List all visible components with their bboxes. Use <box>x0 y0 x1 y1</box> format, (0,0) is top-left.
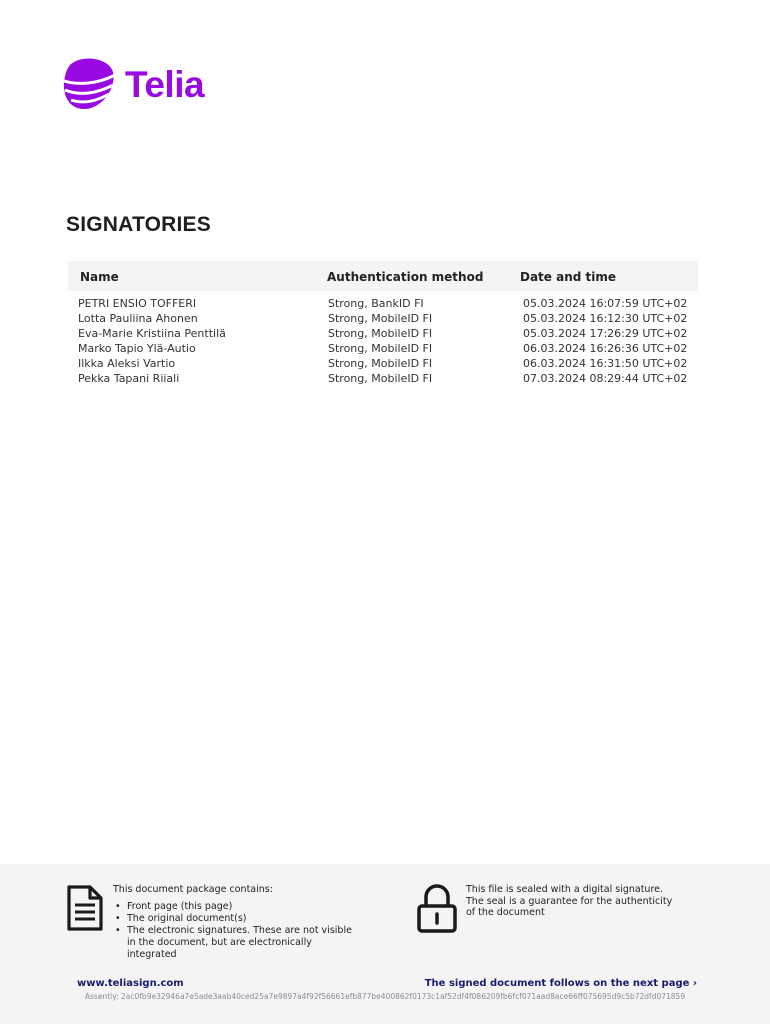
signatory-name: Marko Tapio Ylä-Autio <box>78 342 196 355</box>
table-row <box>78 357 698 372</box>
sign-datetime: 06.03.2024 16:31:50 UTC+02 <box>523 357 688 370</box>
auth-method: Strong, MobileID FI <box>328 312 433 325</box>
signatory-name: Eva-Marie Kristiina Penttilä <box>78 327 226 340</box>
seal-description: This file is sealed with a digital signature. The seal is a guarantee for the authenticity of the document <box>466 884 673 918</box>
sign-datetime: 05.03.2024 16:12:30 UTC+02 <box>523 312 688 325</box>
telia-logo <box>61 56 204 112</box>
table-row <box>78 342 698 357</box>
auth-method: Strong, MobileID FI <box>328 342 433 355</box>
table-header <box>68 261 698 291</box>
auth-method: Strong, MobileID FI <box>328 327 433 340</box>
column-header-date-time: Date and time <box>520 270 617 284</box>
auth-method: Strong, MobileID FI <box>328 357 433 370</box>
brand-name: Telia <box>125 63 205 105</box>
table-row <box>78 297 698 312</box>
website-link[interactable]: www.teliasign.com <box>77 978 184 989</box>
table-row <box>78 372 698 387</box>
document-icon <box>66 884 104 932</box>
sign-datetime: 05.03.2024 16:07:59 UTC+02 <box>523 297 688 310</box>
column-header-auth-method: Authentication method <box>327 270 484 284</box>
table-row <box>78 312 698 327</box>
page-title: SIGNATORIES <box>66 213 211 236</box>
sign-datetime: 05.03.2024 17:26:29 UTC+02 <box>523 327 688 340</box>
signatory-name: Ilkka Aleksi Vartio <box>78 357 176 370</box>
signatory-name: PETRI ENSIO TOFFERI <box>78 297 197 310</box>
telia-pebble-logo-icon <box>61 56 117 112</box>
sign-datetime: 07.03.2024 08:29:44 UTC+02 <box>523 372 688 385</box>
next-page-note: The signed document follows on the next page › <box>424 978 697 989</box>
signatory-name: Pekka Tapani Riiali <box>78 372 180 385</box>
signatories-table <box>78 297 698 387</box>
list-item: • The electronic signatures. These are not visible in the document, but are electronically integrated <box>113 925 363 961</box>
package-contents-list <box>113 901 363 961</box>
column-header-name: Name <box>80 270 119 284</box>
assently-hash: Assently: 2ac0fb9e32946a7e5ade3aab40ced25a7e9897a4f92f56661efb877be400862f0173c1af52df4f086209fb6fcf071aad8ace66ff075695d9c5b72dfd071859 <box>84 992 686 1001</box>
sign-datetime: 06.03.2024 16:26:36 UTC+02 <box>523 342 688 355</box>
auth-method: Strong, MobileID FI <box>328 372 433 385</box>
auth-method: Strong, BankID FI <box>328 297 424 310</box>
package-title: This document package contains: <box>113 884 273 895</box>
signatory-name: Lotta Pauliina Ahonen <box>78 312 198 325</box>
list-item: • The original document(s) <box>113 913 363 925</box>
lock-icon <box>416 884 458 934</box>
list-item: • Front page (this page) <box>113 901 363 913</box>
table-row <box>78 327 698 342</box>
